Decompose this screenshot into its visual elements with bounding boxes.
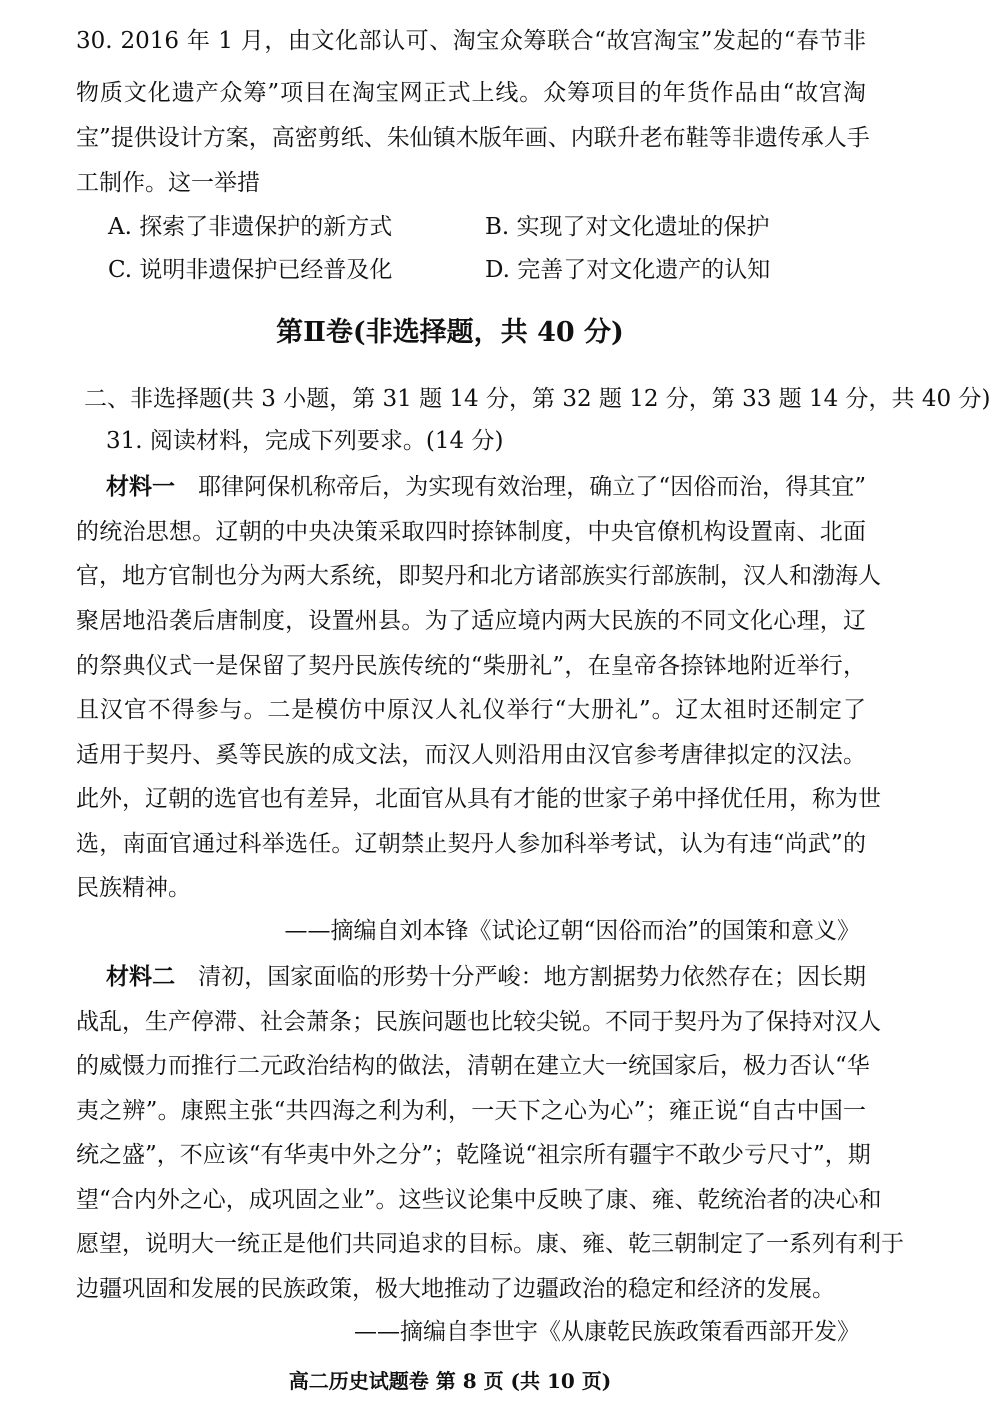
q30-option-d: D. 完善了对文化遗产的认知 <box>485 257 771 283</box>
section-title: 第Ⅱ卷(非选择题，共 40 分) <box>276 317 624 348</box>
material1-line-4: 聚居地沿袭后唐制度，设置州县。为了适应境内两大民族的不同文化心理，辽 <box>76 608 866 634</box>
material1-first-text: 耶律阿保机称帝后，为实现有效治理，确立了“因俗而治，得其宜” <box>198 474 866 500</box>
material2-line-7: 愿望，说明大一统正是他们共同追求的目标。康、雍、乾三朝制定了一系列有利于 <box>76 1231 904 1257</box>
material1-first-line <box>106 468 866 506</box>
material1-line-10: 民族精神。 <box>76 875 191 901</box>
q30-option-c: C. 说明非遗保护已经普及化 <box>108 257 393 283</box>
q30-line-4: 工制作。这一举措 <box>76 170 260 196</box>
material2-line-8: 边疆巩固和发展的民族政策，极大地推动了边疆政治的稳定和经济的发展。 <box>76 1276 835 1302</box>
material1-line-6: 且汉官不得参与。二是模仿中原汉人礼仪举行“大册礼”。辽太祖时还制定了 <box>76 697 866 723</box>
material1-line-9: 选，南面官通过科举选任。辽朝禁止契丹人参加科举考试，认为有违“尚武”的 <box>76 831 866 857</box>
q30-option-b: B. 实现了对文化遗址的保护 <box>485 214 770 240</box>
q30-option-a: A. 探索了非遗保护的新方式 <box>108 214 393 240</box>
material1-line-8: 此外，辽朝的选官也有差异，北面官从具有才能的世家子弟中择优任用，称为世 <box>76 786 881 812</box>
material1-label: 材料一 <box>106 473 176 500</box>
material1-line-3: 官，地方官制也分为两大系统，即契丹和北方诸部族实行部族制，汉人和渤海人 <box>76 563 881 589</box>
material2-line-4: 夷之辨”。康熙主张“共四海之利为利，一天下之心为心”；雍正说“自古中国一 <box>76 1098 866 1124</box>
material1-line-2: 的统治思想。辽朝的中央决策采取四时捺钵制度，中央官僚机构设置南、北面 <box>76 519 866 545</box>
material1-line-5: 的祭典仪式一是保留了契丹民族传统的“柴册礼”，在皇帝各捺钵地附近举行， <box>76 653 866 679</box>
page-footer: 高二历史试题卷 第 8 页 (共 10 页) <box>288 1369 612 1393</box>
q31-heading: 31. 阅读材料，完成下列要求。(14 分) <box>106 428 504 454</box>
section-instruction: 二、非选择题(共 3 小题，第 31 题 14 分，第 32 题 12 分，第 33 题 14 分，共 40 分) <box>84 386 990 412</box>
material2-line-6: 望“合内外之心，成巩固之业”。这些议论集中反映了康、雍、乾统治者的决心和 <box>76 1187 882 1213</box>
material2-line-3: 的威慑力而推行二元政治结构的做法，清朝在建立大一统国家后，极力否认“华 <box>76 1053 870 1079</box>
material1-line-7: 适用于契丹、奚等民族的成文法，而汉人则沿用由汉官参考唐律拟定的汉法。 <box>76 742 866 768</box>
material2-first-text: 清初，国家面临的形势十分严峻：地方割据势力依然存在；因长期 <box>198 964 866 990</box>
q30-line-3: 宝”提供设计方案，高密剪纸、朱仙镇木版年画、内联升老布鞋等非遗传承人手 <box>76 125 870 151</box>
material2-source: ——摘编自李世宇《从康乾民族政策看西部开发》 <box>354 1319 860 1345</box>
material2-label: 材料二 <box>106 963 176 990</box>
material1-source: ——摘编自刘本锋《试论辽朝“因俗而治”的国策和意义》 <box>284 918 860 944</box>
q30-line-1: 30. 2016 年 1 月，由文化部认可、淘宝众筹联合“故宫淘宝”发起的“春节非 <box>76 28 866 54</box>
material2-first-line <box>106 958 866 996</box>
material2-line-5: 统之盛”，不应该“有华夷中外之分”；乾隆说“祖宗所有疆宇不敢少亏尺寸”，期 <box>76 1142 871 1168</box>
q30-line-2: 物质文化遗产众筹”项目在淘宝网正式上线。众筹项目的年货作品由“故宫淘 <box>76 80 866 106</box>
material2-line-2: 战乱，生产停滞、社会萧条；民族问题也比较尖锐。不同于契丹为了保持对汉人 <box>76 1009 881 1035</box>
